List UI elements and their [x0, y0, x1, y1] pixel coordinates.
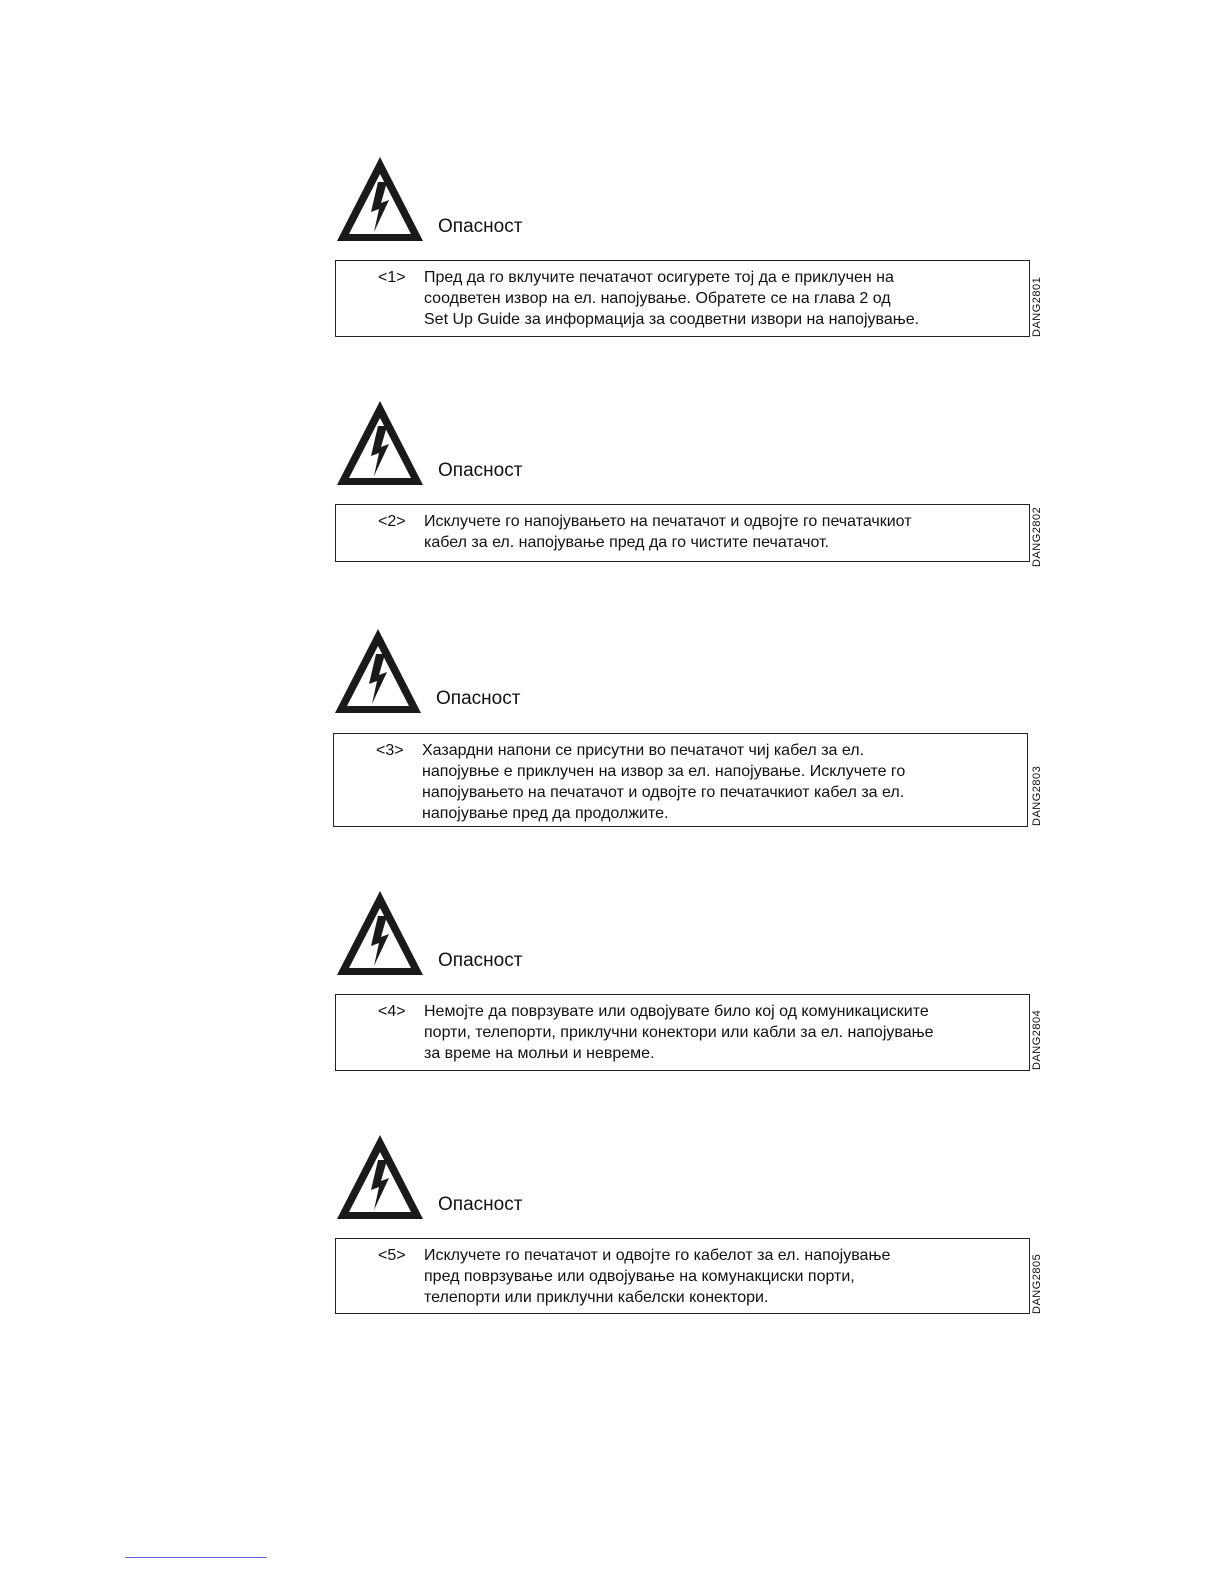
notice-number: <2> — [378, 513, 406, 530]
notice-line: Пред да го вклучите печатачот осигурете тој да е приклучен на — [424, 269, 894, 286]
notice-code: DANG2802 — [1031, 506, 1043, 567]
notice-box — [335, 1238, 1030, 1314]
notice-text — [424, 511, 1014, 553]
electrical-hazard-icon — [334, 1132, 426, 1222]
notice-line: напојување пред да продолжите. — [422, 805, 669, 822]
notice-line: Исклучете го напојувањето на печатачот и одвојте го печатачкиот — [424, 513, 912, 530]
notice-box — [335, 260, 1030, 337]
notice-code: DANG2801 — [1031, 276, 1043, 337]
notice-line: Хазардни напони се присутни во печатачот чиј кабел за ел. — [422, 742, 865, 759]
notice-number: <1> — [378, 269, 406, 286]
notice-line: порти, телепорти, приклучни конектори или кабли за ел. напојување — [424, 1024, 934, 1041]
danger-title: Опасност — [438, 216, 523, 237]
notice-line: кабел за ел. напојување пред да го чистите печатачот. — [424, 534, 829, 551]
notice-number: <4> — [378, 1003, 406, 1020]
notice-code: DANG2803 — [1031, 765, 1043, 826]
danger-title: Опасност — [438, 950, 523, 971]
danger-title: Опасност — [438, 460, 523, 481]
footer-rule — [125, 1557, 267, 1558]
notice-code: DANG2804 — [1031, 1009, 1043, 1070]
notice-line: соодветен извор на ел. напојување. Обратете се на глава 2 од — [424, 290, 891, 307]
danger-title: Опасност — [436, 688, 521, 709]
electrical-hazard-icon — [334, 154, 426, 244]
electrical-hazard-icon — [334, 888, 426, 978]
notice-line: напојувње е приклучен на извор за ел. напојување. Исклучете го — [422, 763, 906, 780]
notice-box — [335, 994, 1030, 1071]
notice-box — [333, 733, 1028, 827]
notice-line: телепорти или приклучни кабелски конектори. — [424, 1289, 769, 1306]
notice-text — [422, 740, 1012, 824]
notice-number: <3> — [376, 742, 404, 759]
notice-text — [424, 267, 1014, 330]
notice-text — [424, 1245, 1014, 1308]
electrical-hazard-icon — [334, 398, 426, 488]
notice-code: DANG2805 — [1031, 1253, 1043, 1314]
notice-line: Set Up Guide за информација за соодветни извори на напојување. — [424, 311, 920, 328]
notice-number: <5> — [378, 1247, 406, 1264]
notice-line: пред поврзување или одвојување на комунакциски порти, — [424, 1268, 855, 1285]
notice-line: Немојте да поврзувате или одвојувате било кој од комуникациските — [424, 1003, 929, 1020]
notice-line: Исклучете го печатачот и одвојте го кабелот за ел. напојување — [424, 1247, 891, 1264]
notice-text — [424, 1001, 1014, 1064]
electrical-hazard-icon — [332, 626, 424, 716]
notice-line: напојувањето на печатачот и одвојте го печатачкиот кабел за ел. — [422, 784, 905, 801]
danger-title: Опасност — [438, 1194, 523, 1215]
notice-box — [335, 504, 1030, 562]
notice-line: за време на молњи и невреме. — [424, 1045, 655, 1062]
